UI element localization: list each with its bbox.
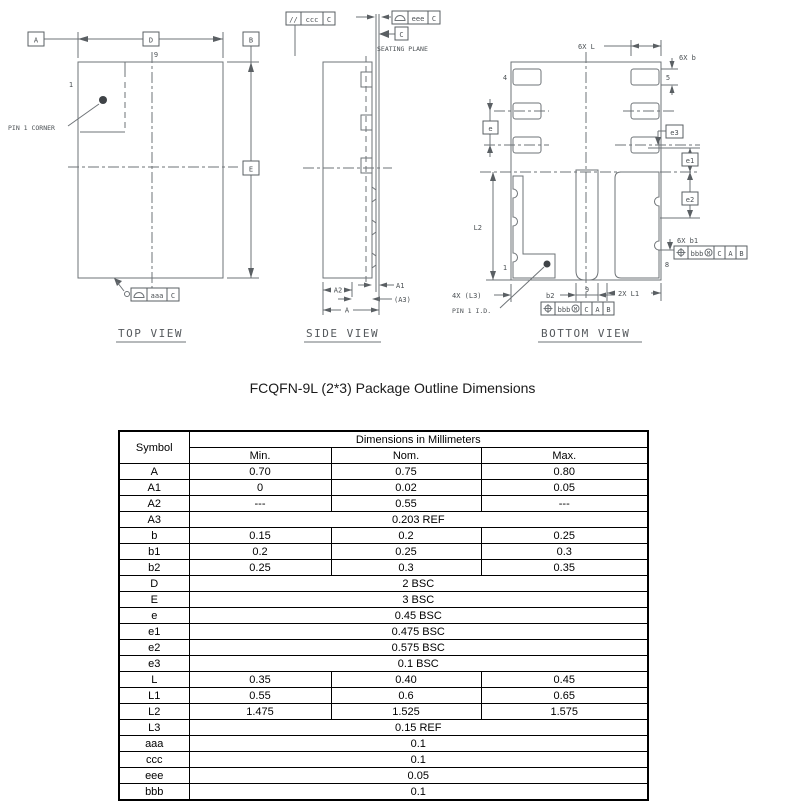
table-row — [119, 464, 648, 480]
dim-a3 — [338, 296, 411, 304]
table-row — [119, 528, 648, 544]
svg-text:6X b1: 6X b1 — [677, 237, 699, 245]
svg-text:6X b: 6X b — [679, 54, 696, 62]
min-cell: 0.15 — [189, 528, 331, 544]
nom-cell: 0.25 — [331, 544, 481, 560]
dim-a1 — [358, 282, 404, 290]
table-header-row — [119, 431, 648, 448]
all-around-circle-icon — [125, 292, 130, 297]
nom-cell: 0.2 — [331, 528, 481, 544]
table-row — [119, 560, 648, 576]
symbol-cell: aaa — [119, 736, 189, 752]
symbol-cell: eee — [119, 768, 189, 784]
bottom-view-label: BOTTOM VIEW — [541, 327, 631, 340]
top-view-body-outline — [78, 62, 223, 278]
side-view — [286, 11, 440, 342]
dim-e1 — [682, 148, 698, 172]
table-row — [119, 512, 648, 528]
max-cell: 0.80 — [481, 464, 648, 480]
symbol-cell: E — [119, 592, 189, 608]
nom-cell: 0.02 — [331, 480, 481, 496]
table-row — [119, 496, 648, 512]
dim-6x-b1 — [658, 237, 747, 259]
seating-plane — [376, 14, 428, 292]
symbol-cell: b1 — [119, 544, 189, 560]
dim-d — [28, 32, 223, 58]
min-cell: 0.25 — [189, 560, 331, 576]
table-row — [119, 720, 648, 736]
svg-text:D: D — [148, 36, 154, 45]
table-row — [119, 784, 648, 801]
max-cell: 1.575 — [481, 704, 648, 720]
svg-text:C: C — [584, 306, 589, 314]
svg-text:C: C — [326, 16, 332, 24]
nom-cell: 0.3 — [331, 560, 481, 576]
dimensions-table — [118, 430, 649, 801]
header-min: Min. — [189, 448, 331, 464]
span-cell: 0.203 REF — [189, 512, 648, 528]
table-row — [119, 704, 648, 720]
symbol-cell: A — [119, 464, 189, 480]
seating-plane-label: SEATING PLANE — [377, 45, 428, 53]
dim-e2 — [660, 172, 700, 218]
min-cell: 0.70 — [189, 464, 331, 480]
min-cell: --- — [189, 496, 331, 512]
top-pin1-number: 1 — [68, 81, 74, 89]
symbol-cell: b — [119, 528, 189, 544]
span-cell: 0.1 — [189, 752, 648, 768]
svg-text:C: C — [399, 31, 404, 39]
table-row — [119, 608, 648, 624]
max-cell: --- — [481, 496, 648, 512]
symbol-cell: bbb — [119, 784, 189, 801]
side-view-terminals — [361, 72, 376, 268]
datum-triangle-icon — [379, 30, 389, 38]
header-nom: Nom. — [331, 448, 481, 464]
symbol-cell: e2 — [119, 640, 189, 656]
symbol-cell: A1 — [119, 480, 189, 496]
parallelism-icon: // — [289, 16, 298, 24]
min-cell: 1.475 — [189, 704, 331, 720]
table-row — [119, 768, 648, 784]
svg-text:B: B — [248, 36, 254, 45]
top-pin9-number: 9 — [153, 51, 159, 59]
symbol-cell: e3 — [119, 656, 189, 672]
symbol-cell: e1 — [119, 624, 189, 640]
svg-text:M: M — [573, 307, 578, 313]
svg-text:e2: e2 — [685, 196, 695, 204]
svg-text:L2: L2 — [473, 224, 482, 232]
nom-cell: 0.75 — [331, 464, 481, 480]
svg-text:b2: b2 — [546, 292, 555, 300]
span-cell: 2 BSC — [189, 576, 648, 592]
fcf-bbb-right — [674, 246, 747, 259]
page-title: FCQFN-9L (2*3) Package Outline Dimensions — [249, 380, 536, 396]
fcf-eee — [356, 11, 440, 24]
nom-cell: 0.40 — [331, 672, 481, 688]
svg-text:B: B — [606, 306, 611, 314]
dim-6x-l — [578, 40, 661, 56]
package-outline-drawing — [0, 0, 785, 360]
bottom-view — [452, 40, 747, 342]
min-cell: 0.2 — [189, 544, 331, 560]
symbol-cell: e — [119, 608, 189, 624]
svg-text:E: E — [248, 165, 254, 174]
symbol-cell: A2 — [119, 496, 189, 512]
nom-cell: 1.525 — [331, 704, 481, 720]
fcf-ccc — [286, 12, 335, 56]
header-group: Dimensions in Millimeters — [189, 431, 648, 448]
svg-text:A: A — [595, 306, 600, 314]
pin8-pad — [615, 172, 659, 278]
max-cell: 0.65 — [481, 688, 648, 704]
table-row — [119, 576, 648, 592]
max-cell: 0.35 — [481, 560, 648, 576]
dim-4x-l3 — [452, 284, 511, 302]
symbol-cell: L2 — [119, 704, 189, 720]
bottom-pin9-number: 9 — [584, 286, 590, 294]
symbol-cell: L — [119, 672, 189, 688]
symbol-cell: L3 — [119, 720, 189, 736]
max-cell: 0.3 — [481, 544, 648, 560]
dim-b2 — [546, 283, 614, 301]
max-cell: 0.05 — [481, 480, 648, 496]
symbol-cell: D — [119, 576, 189, 592]
table-subheader-row — [119, 448, 648, 464]
fcf-aaa — [114, 278, 179, 301]
nom-cell: 0.55 — [331, 496, 481, 512]
span-cell: 0.1 BSC — [189, 656, 648, 672]
svg-text:bbb: bbb — [557, 306, 571, 314]
svg-text:(A3): (A3) — [394, 296, 411, 304]
span-cell: 0.1 — [189, 736, 648, 752]
min-cell: 0.35 — [189, 672, 331, 688]
table-row — [119, 640, 648, 656]
side-view-body-outline — [323, 62, 372, 278]
svg-text:M: M — [706, 251, 711, 257]
nom-cell: 0.6 — [331, 688, 481, 704]
span-cell: 0.475 BSC — [189, 624, 648, 640]
svg-text:bbb: bbb — [690, 250, 704, 258]
table-row — [119, 480, 648, 496]
fcf-bbb-bottom — [541, 302, 614, 315]
svg-text:e: e — [488, 125, 493, 133]
svg-text:A1: A1 — [396, 282, 405, 290]
svg-text:A: A — [344, 306, 350, 315]
dim-e — [227, 32, 259, 278]
max-cell: 0.45 — [481, 672, 648, 688]
bottom-pin1-number: 1 — [502, 264, 508, 272]
pin1-id-label: PIN 1 I.D. — [452, 307, 492, 315]
svg-text:2X L1: 2X L1 — [618, 290, 640, 298]
svg-text:A2: A2 — [333, 286, 343, 295]
table-row — [119, 544, 648, 560]
side-view-label: SIDE VIEW — [306, 327, 380, 340]
min-cell: 0 — [189, 480, 331, 496]
svg-text:e3: e3 — [670, 129, 679, 137]
symbol-cell: ccc — [119, 752, 189, 768]
span-cell: 0.45 BSC — [189, 608, 648, 624]
svg-text:eee: eee — [411, 15, 425, 23]
span-cell: 0.575 BSC — [189, 640, 648, 656]
table-row — [119, 656, 648, 672]
svg-text:B: B — [739, 250, 744, 258]
span-cell: 0.05 — [189, 768, 648, 784]
table-row — [119, 736, 648, 752]
header-symbol: Symbol — [119, 431, 189, 464]
pin1-corner-label: PIN 1 CORNER — [8, 124, 55, 132]
svg-text:6X L: 6X L — [578, 43, 595, 51]
bottom-pin5-number: 5 — [665, 74, 671, 82]
svg-text:C: C — [170, 292, 176, 300]
symbol-cell: b2 — [119, 560, 189, 576]
dim-e-pitch — [483, 99, 498, 157]
table-row — [119, 592, 648, 608]
svg-text:aaa: aaa — [150, 292, 164, 300]
dim-a — [323, 292, 379, 315]
table-row — [119, 752, 648, 768]
max-cell: 0.25 — [481, 528, 648, 544]
pin1-corner-dot — [99, 96, 107, 104]
span-cell: 3 BSC — [189, 592, 648, 608]
min-cell: 0.55 — [189, 688, 331, 704]
symbol-cell: L1 — [119, 688, 189, 704]
svg-text:A: A — [33, 36, 39, 45]
svg-text:C: C — [717, 250, 722, 258]
table-row — [119, 624, 648, 640]
top-view — [8, 32, 259, 342]
span-cell: 0.1 — [189, 784, 648, 801]
svg-text:e1: e1 — [685, 157, 695, 165]
bottom-pin8-number: 8 — [664, 261, 670, 269]
header-max: Max. — [481, 448, 648, 464]
svg-text:A: A — [728, 250, 733, 258]
top-view-label: TOP VIEW — [118, 327, 183, 340]
symbol-cell: A3 — [119, 512, 189, 528]
span-cell: 0.15 REF — [189, 720, 648, 736]
svg-text:4X (L3): 4X (L3) — [452, 292, 482, 300]
dim-2x-l1 — [607, 283, 661, 301]
svg-text:ccc: ccc — [305, 16, 319, 24]
svg-text:C: C — [431, 15, 437, 23]
pin1-id-callout — [452, 267, 544, 315]
pin9-pad — [576, 170, 598, 280]
bottom-pin4-number: 4 — [502, 74, 508, 82]
table-row — [119, 688, 648, 704]
table-row — [119, 672, 648, 688]
pin1-id-dot — [544, 261, 551, 268]
